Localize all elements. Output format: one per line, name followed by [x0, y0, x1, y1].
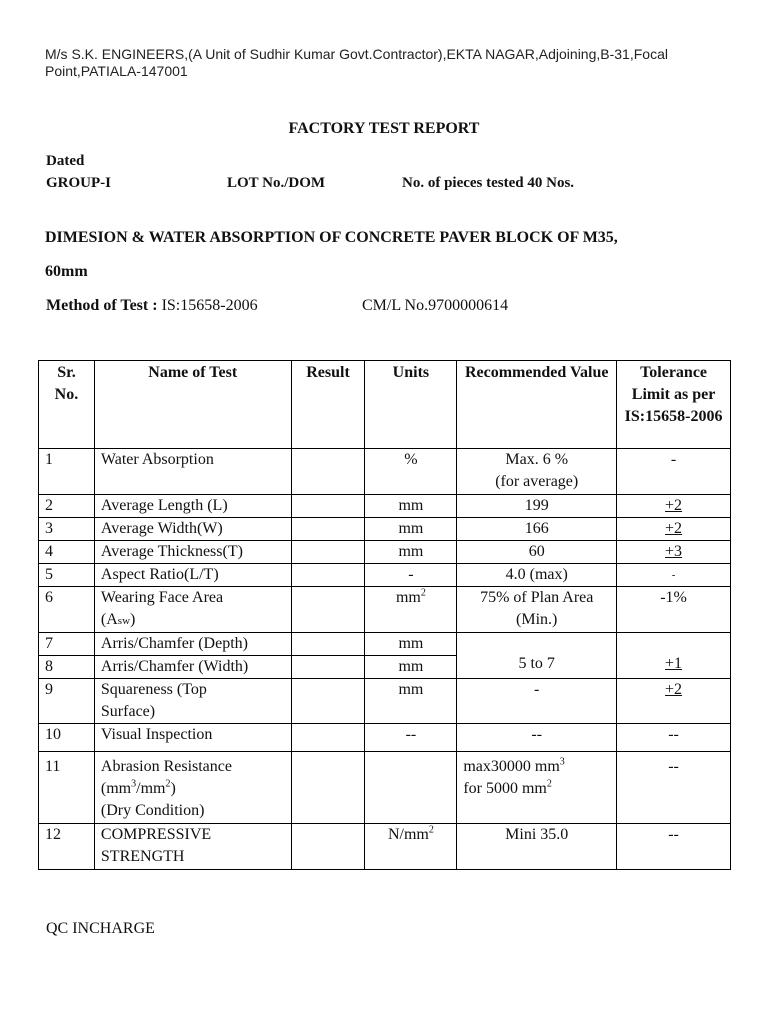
cell-name: Average Length (L) [94, 495, 291, 518]
name-line1: COMPRESSIVE [100, 826, 212, 843]
cell-units: mm [365, 518, 457, 541]
header-tolerance: Tolerance Limit as per IS:15658-2006 [617, 361, 731, 449]
cell-result [291, 633, 365, 656]
cell-units: mm [365, 495, 457, 518]
group-label: GROUP-I [46, 175, 111, 191]
cml-number: CM/L No.9700000614 [362, 297, 509, 314]
cell-recommended [457, 587, 617, 633]
name-line1: Wearing Face Area [100, 589, 224, 606]
cell-sr: 4 [39, 541, 95, 564]
header-name-of-test: Name of Test [94, 361, 291, 449]
cell-result [291, 541, 365, 564]
cell-result [291, 495, 365, 518]
cell-result [291, 679, 365, 724]
cell-name: Visual Inspection [94, 724, 291, 752]
cell-sr: 5 [39, 564, 95, 587]
cell-tolerance: -- [617, 752, 731, 824]
cell-sr: 7 [39, 633, 95, 656]
cell-tolerance: -- [617, 824, 731, 870]
report-title: FACTORY TEST REPORT [288, 120, 480, 137]
cell-tolerance [617, 679, 731, 724]
cell-recommended: - [457, 679, 617, 724]
report-heading-line1: DIMESION & WATER ABSORPTION OF CONCRETE PAVER BLOCK OF M35, [45, 229, 618, 246]
cell-sr: 2 [39, 495, 95, 518]
lot-label: LOT No./DOM [227, 175, 326, 191]
name-line2-mid: /mm [136, 780, 166, 797]
tolerance-value: +3 [665, 543, 683, 560]
cell-result [291, 449, 365, 495]
cell-name: Average Width(W) [94, 518, 291, 541]
cell-recommended: 166 [457, 518, 617, 541]
cell-sr: 8 [39, 656, 95, 679]
cell-name: Water Absorption [94, 449, 291, 495]
table-row [39, 541, 731, 564]
cell-tolerance [617, 495, 731, 518]
cell-result [291, 518, 365, 541]
name-line2: Surface) [100, 703, 156, 720]
header-recommended-value: Recommended Value [457, 361, 617, 449]
rec-line1-sup: 3 [559, 756, 565, 768]
table-row [39, 633, 731, 656]
cell-name: Aspect Ratio(L/T) [94, 564, 291, 587]
name-line2-sup2: 2 [165, 778, 171, 790]
cell-name [94, 752, 291, 824]
table-row [39, 724, 731, 752]
units-sup: 2 [428, 824, 434, 836]
method-value: IS:15658-2006 [157, 297, 258, 314]
name-line2-start: (A [100, 611, 118, 628]
cell-name [94, 679, 291, 724]
cell-tolerance: - [617, 564, 731, 587]
cell-units: mm [365, 656, 457, 679]
table-row [39, 679, 731, 724]
method-of-test [46, 297, 258, 315]
cell-sr: 3 [39, 518, 95, 541]
header-result: Result [291, 361, 365, 449]
cell-sr: 11 [39, 752, 95, 824]
rec-line1: 75% of Plan Area [480, 589, 594, 606]
tolerance-value: +1 [665, 655, 683, 672]
table-row [39, 587, 731, 633]
cell-recommended [457, 449, 617, 495]
cell-result [291, 824, 365, 870]
cell-recommended [457, 752, 617, 824]
cell-tolerance [617, 541, 731, 564]
cell-sr: 10 [39, 724, 95, 752]
pieces-tested: No. of pieces tested 40 Nos. [402, 175, 575, 191]
name-line2-sup: 3 [131, 778, 137, 790]
table-row [39, 495, 731, 518]
rec-line2: (for average) [495, 473, 579, 490]
name-line2-end: ) [170, 780, 176, 797]
table-row [39, 518, 731, 541]
cell-result [291, 752, 365, 824]
cell-tolerance: -1% [617, 587, 731, 633]
cell-recommended: 60 [457, 541, 617, 564]
cell-sr: 12 [39, 824, 95, 870]
cell-units: mm [365, 633, 457, 656]
tolerance-value: +2 [665, 497, 683, 514]
cell-result [291, 587, 365, 633]
cell-result [291, 724, 365, 752]
name-line1: Abrasion Resistance [100, 758, 232, 775]
cell-tolerance-merged [617, 633, 731, 679]
cell-name: Average Thickness(T) [94, 541, 291, 564]
units-sup: 2 [420, 587, 426, 599]
name-line2-end: ) [130, 611, 136, 628]
report-heading-line2: 60mm [45, 263, 88, 280]
cell-recommended: Mini 35.0 [457, 824, 617, 870]
table-row [39, 449, 731, 495]
cell-tolerance: -- [617, 724, 731, 752]
cell-result [291, 564, 365, 587]
name-line3: (Dry Condition) [100, 802, 205, 819]
table-row [39, 824, 731, 870]
name-line2: STRENGTH [100, 848, 185, 865]
cell-units: -- [365, 724, 457, 752]
cell-recommended-merged: 5 to 7 [457, 633, 617, 679]
cell-recommended: 199 [457, 495, 617, 518]
cell-units [365, 752, 457, 824]
cell-sr: 6 [39, 587, 95, 633]
name-line2-start: (mm [100, 780, 132, 797]
cell-name: Arris/Chamfer (Depth) [94, 633, 291, 656]
header-units: Units [365, 361, 457, 449]
cell-sr: 1 [39, 449, 95, 495]
rec-line2: for 5000 mm [463, 780, 547, 797]
cell-tolerance [617, 518, 731, 541]
cell-name [94, 587, 291, 633]
cell-units: mm [365, 679, 457, 724]
name-line1: Squareness (Top [100, 681, 207, 698]
header-sr-no: Sr. No. [39, 361, 95, 449]
cell-tolerance: - [617, 449, 731, 495]
units-base: N/mm [387, 826, 429, 843]
cell-recommended: 4.0 (max) [457, 564, 617, 587]
cell-recommended: -- [457, 724, 617, 752]
cell-result [291, 656, 365, 679]
rec-line2: (Min.) [516, 611, 558, 628]
units-base: mm [395, 589, 421, 606]
table-header-row [39, 361, 731, 449]
cell-units: mm [365, 541, 457, 564]
cell-units [365, 587, 457, 633]
table-row [39, 752, 731, 824]
dated-label: Dated [46, 153, 85, 169]
rec-line2-sup: 2 [546, 778, 552, 790]
name-line2-sub: sw [117, 615, 131, 627]
cell-units: - [365, 564, 457, 587]
test-results-table [38, 360, 731, 870]
tolerance-value: +2 [665, 520, 683, 537]
cell-name [94, 824, 291, 870]
method-label: Method of Test : [46, 297, 158, 314]
tolerance-value: +2 [665, 681, 683, 698]
company-header: M/s S.K. ENGINEERS,(A Unit of Sudhir Kumar Govt.Contractor),EKTA NAGAR,Adjoining,B-31,Focal Point,PATIALA-147001 [45, 46, 668, 79]
rec-line1: Max. 6 % [505, 451, 569, 468]
qc-incharge-signature: QC INCHARGE [46, 920, 155, 937]
rec-line1: max30000 mm [463, 758, 560, 775]
cell-name: Arris/Chamfer (Width) [94, 656, 291, 679]
cell-units: % [365, 449, 457, 495]
cell-sr: 9 [39, 679, 95, 724]
cell-units [365, 824, 457, 870]
table-row [39, 564, 731, 587]
